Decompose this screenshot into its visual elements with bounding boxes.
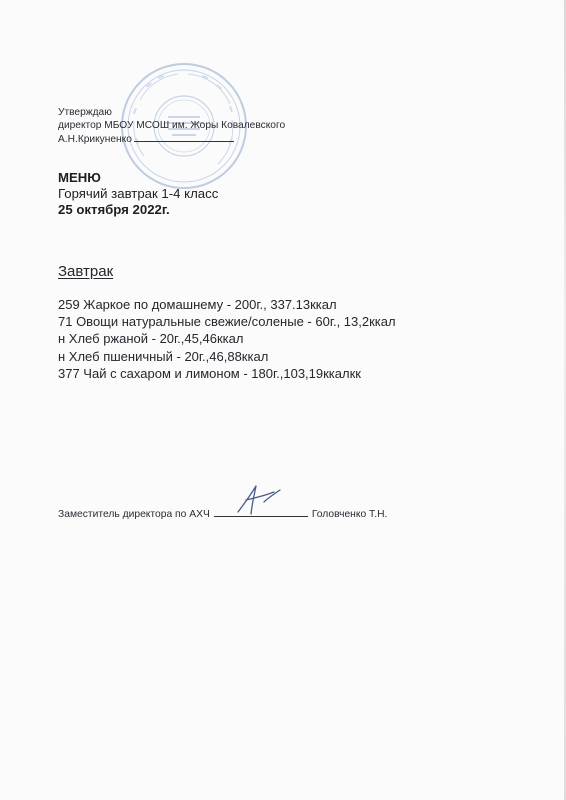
menu-item: н Хлеб ржаной - 20г.,45,46ккал <box>58 331 244 347</box>
menu-title: МЕНЮ <box>58 170 101 185</box>
section-title: Завтрак <box>58 263 114 280</box>
menu-subtitle: Горячий завтрак 1-4 класс <box>58 186 219 201</box>
menu-item: 71 Овощи натуральные свежие/соленые - 60г., 13,2ккал <box>58 314 396 330</box>
approval-name: А.Н.Крикуненко <box>58 134 132 145</box>
menu-item: 259 Жаркое по домашнему - 200г., 337.13ккал <box>58 297 337 312</box>
approval-block <box>58 107 285 147</box>
menu-items-list <box>58 296 396 382</box>
menu-item: н Хлеб пшеничный - 20г.,46,88ккал <box>58 348 269 364</box>
approval-position: директор МБОУ МСОШ им. Жоры Ковалевского <box>58 119 286 131</box>
approval-signatory <box>58 132 285 147</box>
menu-date: 25 октября 2022г. <box>58 202 170 217</box>
approval-signature-line <box>134 132 234 142</box>
menu-header <box>58 170 218 218</box>
footer-signature-block <box>58 504 387 520</box>
approval-heading: Утверждаю <box>58 107 112 118</box>
menu-item: 377 Чай с сахаром и лимоном - 180г.,103,19ккалкк <box>58 365 361 381</box>
footer-signature-line <box>214 504 308 517</box>
footer-name: Головченко Т.Н. <box>311 509 388 520</box>
footer-position: Заместитель директора по АХЧ <box>58 509 210 520</box>
handwritten-signature <box>234 482 284 516</box>
